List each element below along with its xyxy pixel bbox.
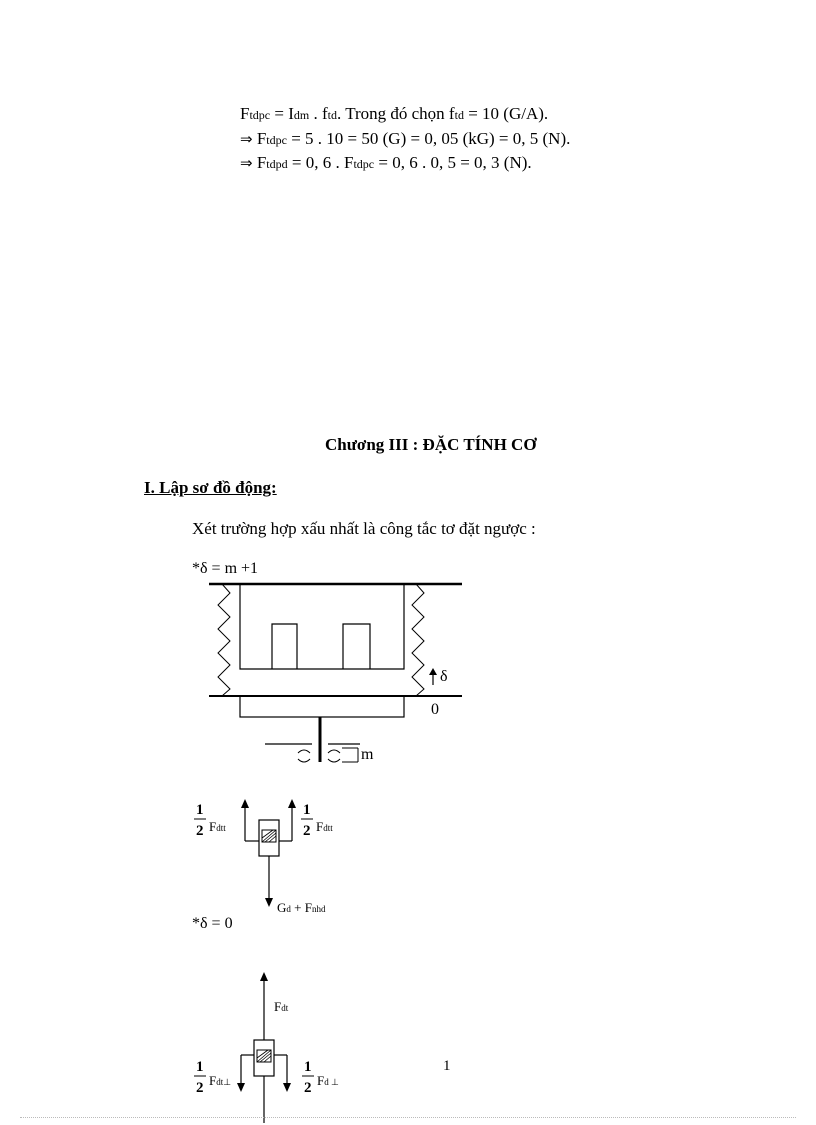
delta-label: δ <box>440 668 448 685</box>
core-tooth-left <box>272 624 297 669</box>
svg-text:2: 2 <box>303 823 311 839</box>
svg-text:1: 1 <box>304 1059 312 1075</box>
svg-text:2: 2 <box>196 823 204 839</box>
m-label: m <box>361 746 374 763</box>
core-frame <box>240 584 404 669</box>
left-force-label: Fdt⊥ <box>209 1073 232 1088</box>
force-diagram-closed <box>185 965 365 1125</box>
right-force-label: Fd ⊥ <box>317 1073 339 1088</box>
equation-line-1: Ftdpc = Idm . ftd. Trong đó chọn ftd = 10 (G/A). <box>240 104 549 123</box>
page-bottom-divider <box>20 1117 796 1118</box>
equation-line-3: ⇒ Ftdpd = 0, 6 . Ftdpc = 0, 6 . 0, 5 = 0, 3 (N). <box>240 153 532 172</box>
zero-label: 0 <box>431 701 439 718</box>
intro-paragraph: Xét trường hợp xấu nhất là công tắc tơ đặt ngược : <box>192 519 536 538</box>
page-number: 1 <box>443 1058 451 1074</box>
svg-text:2: 2 <box>304 1080 312 1096</box>
right-force-label: Fdtt <box>316 819 333 834</box>
armature-block <box>240 696 404 717</box>
svg-text:2: 2 <box>196 1080 204 1096</box>
svg-text:1: 1 <box>196 1059 204 1075</box>
svg-text:1: 1 <box>196 802 204 818</box>
svg-text:1: 1 <box>303 802 311 818</box>
core-tooth-right <box>343 624 370 669</box>
top-force-label: Fdt <box>274 999 289 1014</box>
equation-line-2: ⇒ Ftdpc = 5 . 10 = 50 (G) = 0, 05 (kG) = 0, 5 (N). <box>240 129 571 148</box>
left-force-label: Fdtt <box>209 819 226 834</box>
left-spring <box>218 584 230 696</box>
section-heading: I. Lập sơ đồ động: <box>144 478 277 497</box>
implies-arrow-icon: ⇒ <box>240 130 253 148</box>
chapter-title: Chương III : ĐẶC TÍNH CƠ <box>325 435 537 454</box>
figure3-label: *δ = 0 <box>192 915 233 932</box>
contactor-mechanism-diagram <box>200 575 480 770</box>
right-spring <box>412 584 424 696</box>
implies-arrow-icon: ⇒ <box>240 154 253 172</box>
force-diagram-open <box>185 790 375 915</box>
gravity-force-label: Gd + Fnhd <box>277 900 326 915</box>
figure1-label: *δ = m +1 <box>192 560 259 577</box>
